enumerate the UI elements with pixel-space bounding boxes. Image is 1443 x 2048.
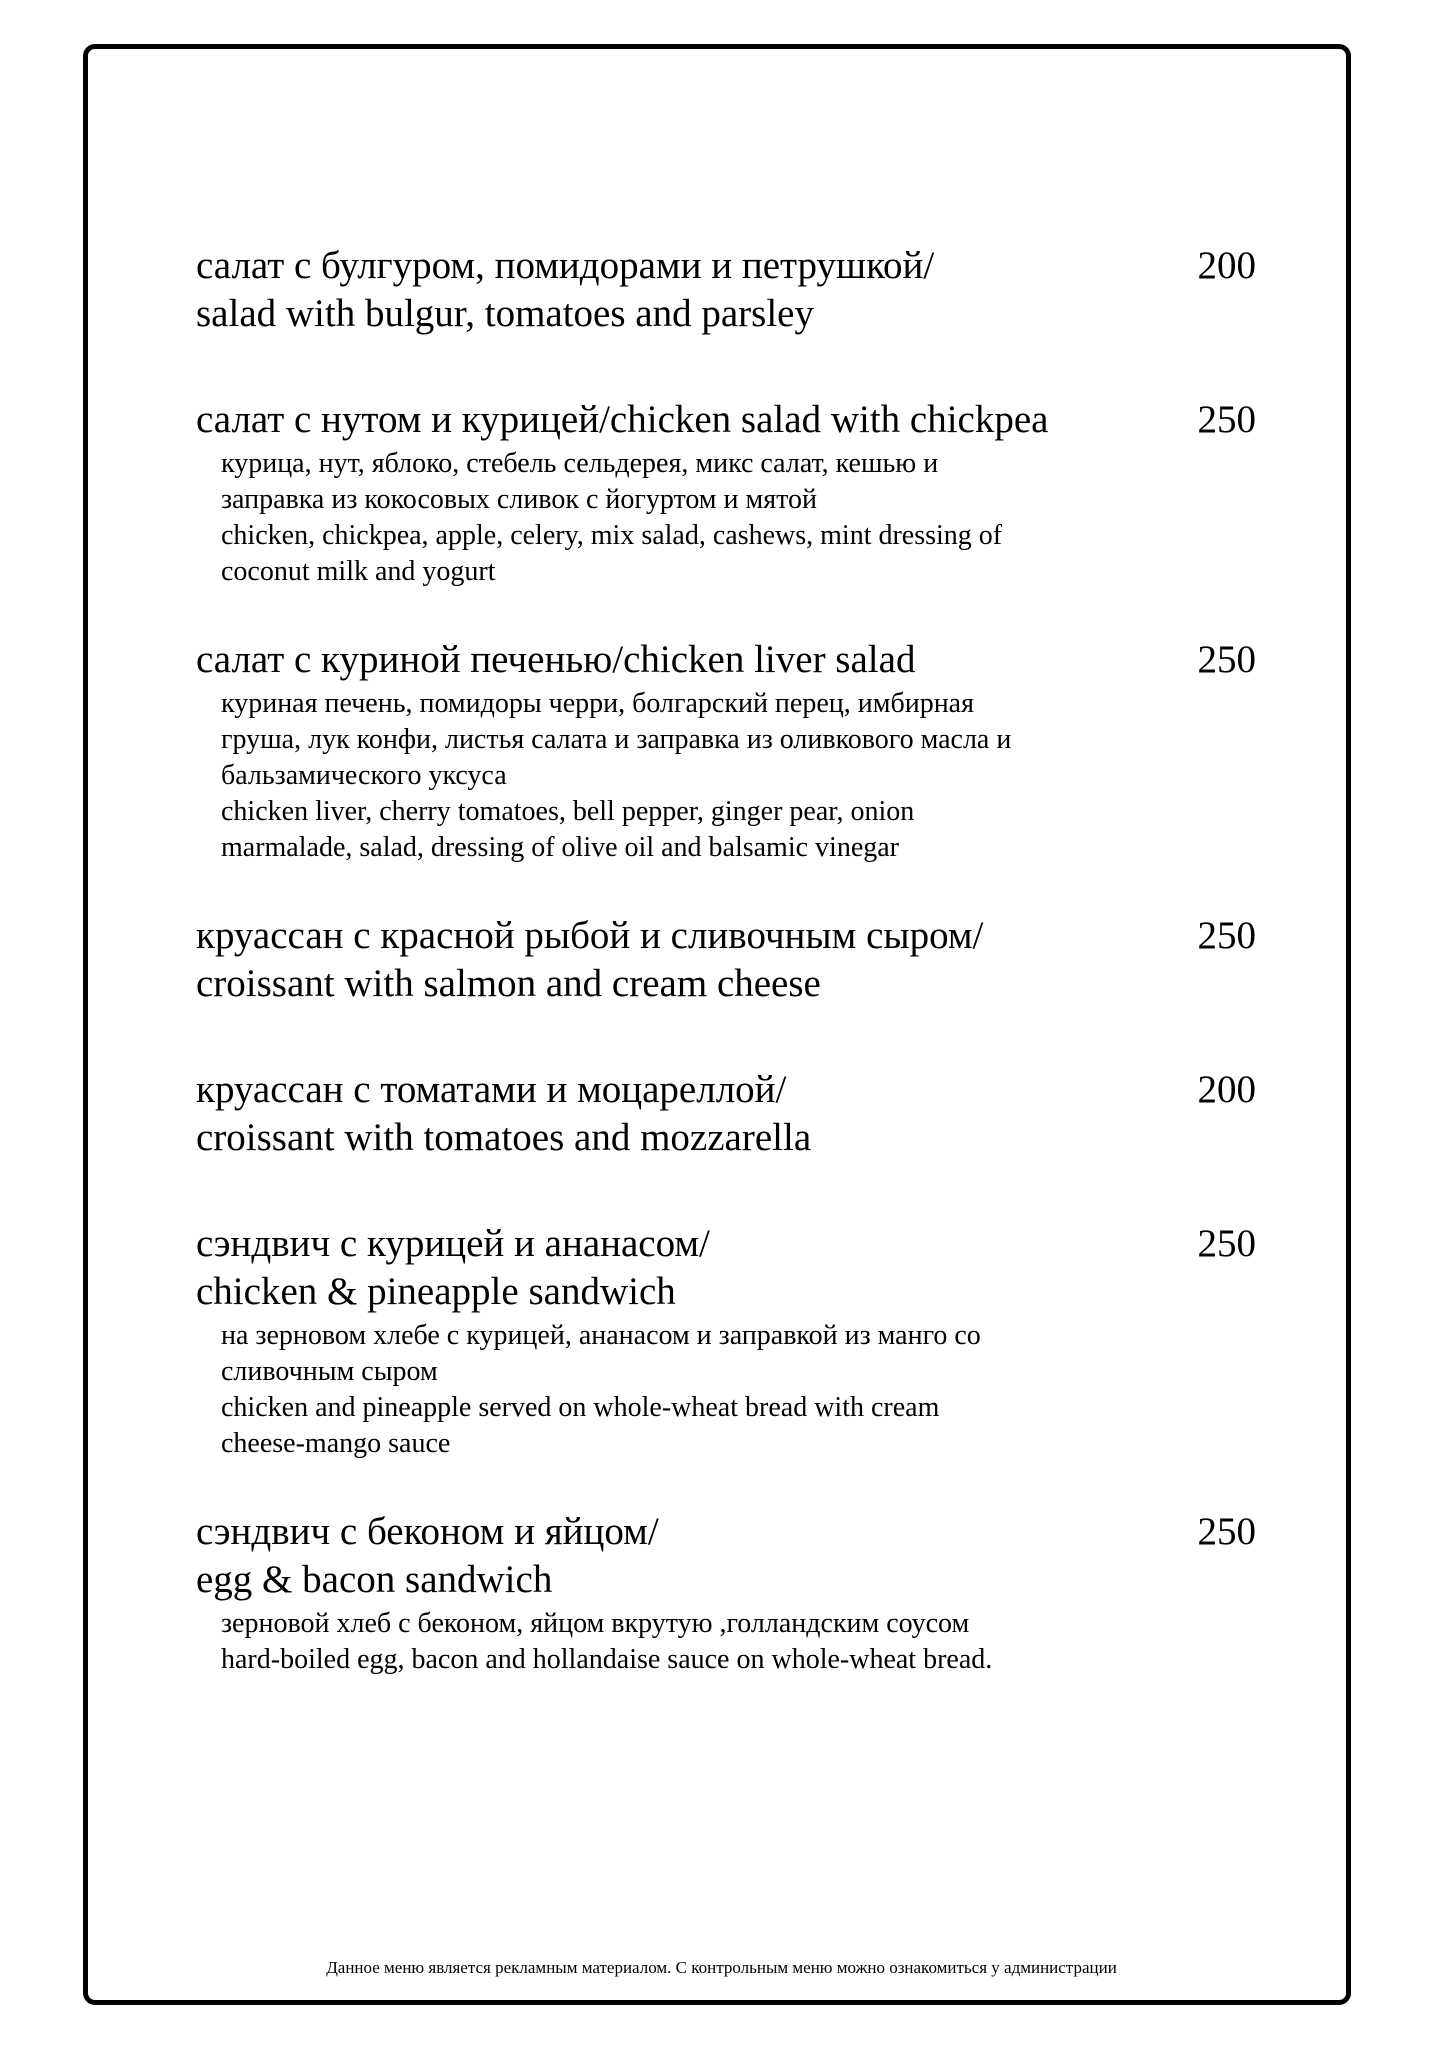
item-desc-line: chicken, chickpea, apple, celery, mix salad, cashews, mint dressing of (221, 520, 1003, 551)
item-title-line: сэндвич с курицей и ананасом/ (196, 1222, 710, 1265)
item-desc-line: coconut milk and yogurt (221, 556, 496, 587)
item-desc-line: chicken and pineapple served on whole-wheat bread with cream (221, 1392, 940, 1423)
item-title-line: chicken & pineapple sandwich (196, 1270, 676, 1313)
item-title-line: круассан с томатами и моцареллой/ (196, 1068, 787, 1111)
item-price: 200 (1197, 1068, 1256, 1111)
item-title-line: croissant with tomatoes and mozzarella (196, 1116, 812, 1159)
item-price: 250 (1197, 398, 1256, 441)
item-price: 250 (1197, 638, 1256, 681)
menu-item-chickpea-salad (196, 396, 1256, 590)
menu-item-mozzarella-croissant (196, 1066, 1256, 1162)
item-desc-line: курица, нут, яблоко, стебель сельдерея, микс салат, кешью и (221, 448, 939, 479)
item-title (196, 912, 1146, 1008)
item-description (196, 446, 1161, 590)
item-title (196, 1066, 1146, 1162)
menu-item-egg-bacon-sandwich (196, 1508, 1256, 1678)
item-desc-line: куриная печень, помидоры черри, болгарский перец, имбирная (221, 688, 974, 719)
item-price: 250 (1197, 1510, 1256, 1553)
item-desc-line: заправка из кокосовых сливок с йогуртом и мятой (221, 484, 817, 515)
item-title (196, 242, 1146, 338)
item-price: 250 (1197, 1222, 1256, 1265)
item-title-line: egg & bacon sandwich (196, 1558, 553, 1601)
item-title (196, 1220, 1146, 1316)
footer-disclaimer: Данное меню является рекламным материалом. С контрольным меню можно ознакомиться у администрации (326, 1958, 1117, 1977)
item-desc-line: на зерновом хлебе с курицей, ананасом и заправкой из манго со (221, 1320, 981, 1351)
item-desc-line: chicken liver, cherry tomatoes, bell pepper, ginger pear, onion (221, 796, 915, 827)
item-title-line: сэндвич с беконом и яйцом/ (196, 1510, 659, 1553)
item-description (196, 686, 1161, 866)
item-title-line: croissant with salmon and cream cheese (196, 962, 821, 1005)
menu-item-chicken-liver-salad (196, 636, 1256, 866)
item-desc-line: marmalade, salad, dressing of olive oil and balsamic vinegar (221, 832, 900, 863)
menu-list (196, 242, 1256, 1724)
item-title-line: salad with bulgur, tomatoes and parsley (196, 292, 814, 335)
item-title-line: салат с булгуром, помидорами и петрушкой/ (196, 244, 935, 287)
item-price: 200 (1197, 244, 1256, 287)
item-desc-line: бальзамического уксуса (221, 760, 507, 791)
item-price: 250 (1197, 914, 1256, 957)
item-desc-line: зерновой хлеб с беконом, яйцом вкрутую ,голландским соусом (221, 1608, 970, 1639)
menu-item-salmon-croissant (196, 912, 1256, 1008)
item-desc-line: груша, лук конфи, листья салата и заправка из оливкового масла и (221, 724, 1012, 755)
item-desc-line: cheese-mango sauce (221, 1428, 451, 1459)
item-desc-line: сливочным сыром (221, 1356, 438, 1387)
item-title (196, 636, 1146, 684)
item-description (196, 1606, 1161, 1678)
menu-item-bulgur-salad (196, 242, 1256, 338)
item-desc-line: hard-boiled egg, bacon and hollandaise sauce on whole-wheat bread. (221, 1644, 993, 1675)
item-title-line: круассан с красной рыбой и сливочным сыром/ (196, 914, 984, 957)
item-title (196, 1508, 1146, 1604)
menu-item-chicken-pineapple-sandwich (196, 1220, 1256, 1462)
item-title (196, 396, 1146, 444)
item-description (196, 1318, 1161, 1462)
item-title-line: салат с нутом и курицей/chicken salad with chickpea (196, 398, 1049, 441)
item-title-line: салат с куриной печенью/chicken liver salad (196, 638, 916, 681)
